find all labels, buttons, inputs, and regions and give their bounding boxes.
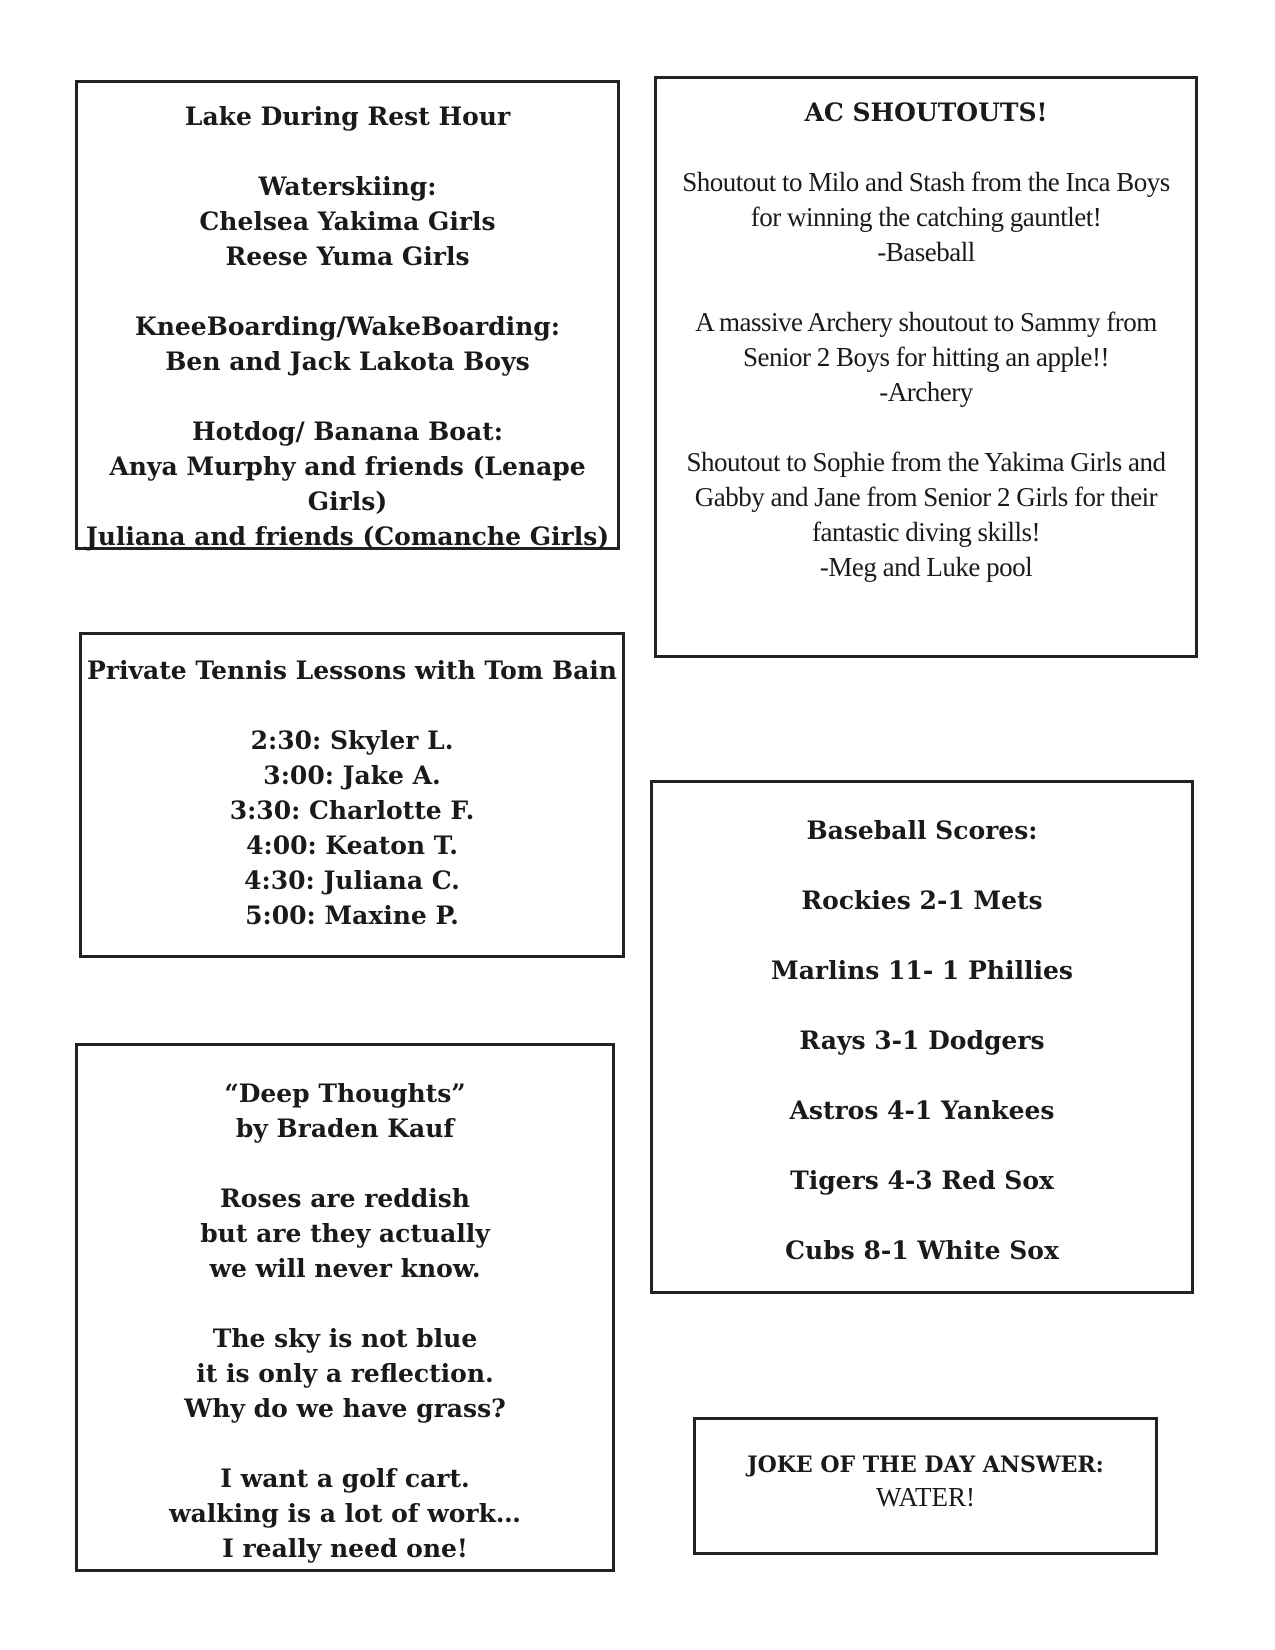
- lake-rest-hour-box: [75, 80, 620, 550]
- tennis-slot: 4:00: Keaton T.: [246, 831, 458, 860]
- poem-line: walking is a lot of work…: [169, 1499, 521, 1528]
- poem-line: Roses are reddish: [220, 1184, 470, 1213]
- tennis-slot: 3:30: Charlotte F.: [229, 796, 475, 825]
- joke-answer: WATER!: [876, 1482, 975, 1512]
- poem-line: it is only a reflection.: [196, 1359, 494, 1388]
- baseball-title: Baseball Scores:: [806, 816, 1038, 845]
- hotdog-entry: Juliana and friends (Comanche Girls): [85, 522, 610, 551]
- waterskiing-heading: Waterskiing:: [258, 172, 437, 201]
- shoutout-line: fantastic diving skills!: [812, 517, 1040, 547]
- poem-line: Why do we have grass?: [184, 1394, 506, 1423]
- poem-author: by Braden Kauf: [235, 1114, 455, 1143]
- tennis-slot: 3:00: Jake A.: [263, 761, 441, 790]
- tennis-slot: 5:00: Maxine P.: [245, 901, 459, 930]
- baseball-score: Rockies 2-1 Mets: [801, 886, 1043, 915]
- poem-line: I want a golf cart.: [220, 1464, 470, 1493]
- joke-answer-box: [693, 1417, 1158, 1555]
- shoutout-signoff: -Archery: [879, 377, 973, 407]
- deep-thoughts-box: [75, 1043, 615, 1572]
- baseball-score: Marlins 11- 1 Phillies: [771, 956, 1073, 985]
- shoutout-line: Gabby and Jane from Senior 2 Girls for their: [694, 482, 1158, 512]
- tennis-title: Private Tennis Lessons with Tom Bain: [87, 656, 617, 685]
- baseball-score: Cubs 8-1 White Sox: [785, 1236, 1059, 1265]
- lake-title: Lake During Rest Hour: [184, 102, 511, 131]
- baseball-scores-box: [650, 780, 1194, 1294]
- joke-title: JOKE OF THE DAY ANSWER:: [747, 1452, 1104, 1478]
- tennis-slot: 2:30: Skyler L.: [250, 726, 454, 755]
- shoutouts-box: [654, 76, 1198, 658]
- poem-line: I really need one!: [222, 1534, 468, 1563]
- baseball-score: Rays 3-1 Dodgers: [799, 1026, 1045, 1055]
- shoutout-line: Shoutout to Milo and Stash from the Inca Boys: [682, 167, 1170, 197]
- waterskiing-entry: Reese Yuma Girls: [225, 242, 470, 271]
- baseball-score: Astros 4-1 Yankees: [789, 1096, 1055, 1125]
- shoutouts-title: AC SHOUTOUTS!: [804, 98, 1048, 127]
- poem-line: The sky is not blue: [212, 1324, 478, 1353]
- shoutout-line: Shoutout to Sophie from the Yakima Girls and: [686, 447, 1166, 477]
- shoutout-line: Senior 2 Boys for hitting an apple!!: [743, 342, 1109, 372]
- poem-title: “Deep Thoughts”: [224, 1079, 466, 1108]
- hotdog-entry: Anya Murphy and friends (Lenape Girls): [109, 452, 586, 516]
- baseball-score: Tigers 4-3 Red Sox: [790, 1166, 1054, 1195]
- kneeboarding-heading: KneeBoarding/WakeBoarding:: [134, 312, 561, 341]
- hotdog-heading: Hotdog/ Banana Boat:: [192, 417, 503, 446]
- shoutout-line: for winning the catching gauntlet!: [750, 202, 1102, 232]
- poem-line: we will never know.: [209, 1254, 481, 1283]
- shoutout-signoff: -Meg and Luke pool: [819, 552, 1033, 582]
- shoutout-line: A massive Archery shoutout to Sammy from: [695, 307, 1157, 337]
- poem-line: but are they actually: [200, 1219, 490, 1248]
- tennis-lessons-box: [79, 632, 625, 958]
- waterskiing-entry: Chelsea Yakima Girls: [199, 207, 496, 236]
- kneeboarding-entry: Ben and Jack Lakota Boys: [165, 347, 530, 376]
- tennis-slot: 4:30: Juliana C.: [244, 866, 460, 895]
- shoutout-signoff: -Baseball: [877, 237, 975, 267]
